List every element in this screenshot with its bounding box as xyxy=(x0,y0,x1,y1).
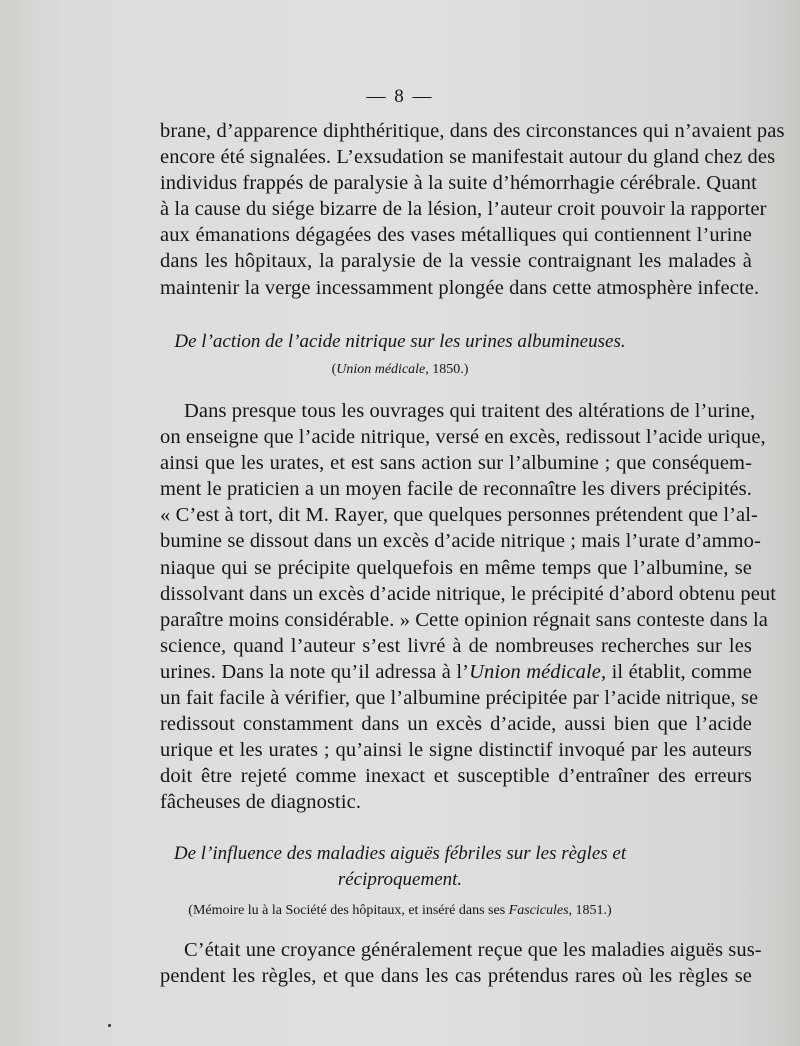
text-line: individus frappés de paralysie à la suite d’hémorrhagie cérébrale. Quant xyxy=(160,172,757,195)
text-line: ainsi que les urates, et est sans action sur l’albumine ; que conséquem- xyxy=(160,452,752,475)
text-line: science, quand l’auteur s’est livré à de nombreuses recherches sur les xyxy=(160,634,752,657)
text-line: dans les hôpitaux, la paralysie de la vessie contraignant les malades à xyxy=(160,250,752,273)
text-line: doit être rejeté comme inexact et susceptible d’entraîner des erreurs xyxy=(160,765,752,788)
text-line: pendent les règles, et que dans les cas prétendus rares où les règles se xyxy=(160,965,752,988)
text-line: à la cause du siége bizarre de la lésion, l’auteur croit pouvoir la rapporter xyxy=(160,198,767,221)
text-line: paraître moins considérable. » Cette opinion régnait sans conteste dans la xyxy=(160,608,768,631)
text-line: maintenir la verge incessamment plongée dans cette atmosphère infecte. xyxy=(160,276,760,299)
text-line: on enseigne que l’acide nitrique, versé en excès, redissout l’acide urique, xyxy=(160,426,766,449)
source-year: , 1850.) xyxy=(425,362,469,377)
paragraph-2 xyxy=(160,398,777,816)
text-line: un fait facile à vérifier, que l’albumine précipitée par l’acide nitrique, se xyxy=(160,687,759,710)
text-line: niaque qui se précipite quelquefois en même temps que l’albumine, se xyxy=(160,556,752,579)
text-line: urique et les urates ; qu’ainsi le signe distinctif invoqué par les auteurs xyxy=(160,739,752,762)
source-text: (Mémoire lu à la Société des hôpitaux, et inséré dans ses xyxy=(188,903,509,918)
page-number: — 8 — xyxy=(366,86,434,107)
paragraph-3 xyxy=(160,937,762,989)
section-heading-2-cont: réciproquement. xyxy=(337,869,463,890)
text-line: Dans presque tous les ouvrages qui traitent des altérations de l’urine, xyxy=(184,400,756,422)
text-line: redissout constamment dans un excès d’acide, aussi bien que l’acide xyxy=(160,713,752,736)
text-line: C’était une croyance généralement reçue que les maladies aiguës sus- xyxy=(184,939,762,961)
section-source-1: (Union médicale, 1850.) xyxy=(331,362,469,377)
section-heading-2: De l’influence des maladies aiguës fébriles sur les règles et xyxy=(173,843,627,864)
text-line: fâcheuses de diagnostic. xyxy=(160,791,362,814)
text-line: brane, d’apparence diphthéritique, dans des circonstances qui n’avaient pas xyxy=(160,120,785,142)
text-line: ment le praticien a un moyen facile de reconnaître les divers précipités. xyxy=(160,478,752,501)
text-line: bumine se dissout dans un excès d’acide nitrique ; mais l’urate d’ammo- xyxy=(160,530,761,553)
source-year: , 1851.) xyxy=(568,903,612,918)
section-heading-1: De l’action de l’acide nitrique sur les urines albumineuses. xyxy=(174,331,626,352)
text-line: dissolvant dans un excès d’acide nitrique, le précipité d’abord obtenu peut xyxy=(160,582,777,605)
text-fragment: , il établit, comme xyxy=(601,660,752,683)
journal-name: Union médicale xyxy=(469,660,601,683)
section-source-2 xyxy=(0,903,800,919)
paragraph-1 xyxy=(160,118,785,301)
text-line: « C’est à tort, dit M. Rayer, que quelques personnes prétendent que l’al- xyxy=(160,504,758,527)
source-journal: Fascicules xyxy=(508,903,569,918)
source-journal: Union médicale xyxy=(336,362,426,377)
scan-speck xyxy=(108,1024,111,1027)
text-fragment: urines. Dans la note qu’il adressa à l’ xyxy=(160,660,470,683)
text-line: aux émanations dégagées des vases métalliques qui contiennent l’urine xyxy=(160,224,752,247)
text-line: encore été signalées. L’exsudation se manifestait autour du gland chez des xyxy=(160,146,776,169)
text-line xyxy=(160,659,752,685)
